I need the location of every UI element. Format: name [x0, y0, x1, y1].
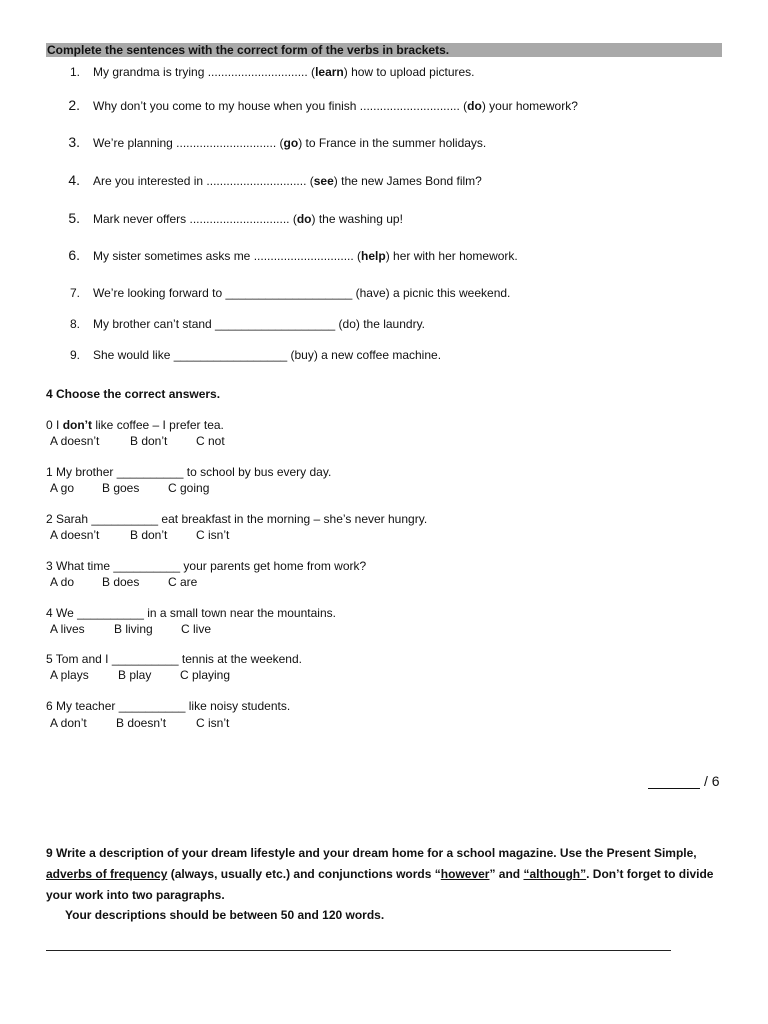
sentence-6: My sister sometimes asks me .............................. (help) her with her homework. [93, 249, 518, 263]
option-b: B living [114, 622, 153, 636]
example-question: 0 I don’t like coffee – I prefer tea. [46, 418, 224, 432]
option-b: B goes [102, 481, 140, 495]
option-a: A doesn’t [50, 434, 100, 448]
item-number: 4. [68, 172, 80, 188]
question-4: 4 We __________ in a small town near the mountains. [46, 606, 336, 620]
option-b: B doesn’t [116, 716, 167, 730]
option-c: C playing [180, 668, 231, 682]
item-number: 3. [68, 134, 80, 150]
item-number: 7. [69, 286, 80, 300]
option-a: A go [50, 481, 75, 495]
option-a: A don’t [50, 716, 87, 730]
sentence-1: My grandma is trying .............................. (learn) how to upload pictures. [93, 65, 475, 79]
sentence-4: Are you interested in .............................. (see) the new James Bond film? [93, 174, 482, 188]
sentence-3: We’re planning .............................. (go) to France in the summer holidays. [93, 136, 487, 150]
question-5-options [50, 668, 230, 682]
item-number: 8. [69, 317, 80, 331]
option-a: A doesn’t [50, 528, 100, 542]
option-b: B don’t [130, 434, 168, 448]
exercise4-title: 4 Choose the correct answers. [46, 387, 221, 401]
item-number: 2. [68, 97, 80, 113]
option-c: C live [181, 622, 212, 636]
sentence-2: Why don’t you come to my house when you finish .............................. (do) your homework? [93, 99, 578, 113]
question-3: 3 What time __________ your parents get home from work? [46, 559, 367, 573]
exercise1-instruction: Complete the sentences with the correct form of the verbs in brackets. [47, 43, 450, 57]
option-c: C isn’t [196, 528, 230, 542]
question-2: 2 Sarah __________ eat breakfast in the morning – she’s never hungry. [46, 512, 428, 526]
option-a: A lives [50, 622, 85, 636]
question-6-options [50, 716, 229, 730]
score-blank[interactable] [648, 776, 700, 789]
option-c: C going [168, 481, 210, 495]
word-limit-note: Your descriptions should be between 50 and 120 words. [65, 908, 385, 922]
option-b: B don’t [130, 528, 168, 542]
example-options [50, 434, 225, 448]
item-number: 5. [68, 210, 80, 226]
question-6: 6 My teacher __________ like noisy students. [46, 699, 291, 713]
question-1-options [50, 481, 209, 495]
sentence-7: We’re looking forward to ___________________ (have) a picnic this weekend. [93, 286, 511, 300]
question-1: 1 My brother __________ to school by bus every day. [46, 465, 332, 479]
option-a: A plays [50, 668, 89, 682]
option-c: C are [168, 575, 198, 589]
sentence-5: Mark never offers .............................. (do) the washing up! [93, 212, 403, 226]
option-a: A do [50, 575, 75, 589]
option-c: C isn’t [196, 716, 230, 730]
item-number: 1. [69, 65, 80, 79]
option-b: B does [102, 575, 140, 589]
option-b: B play [118, 668, 152, 682]
question-4-options [50, 622, 211, 636]
option-c: C not [196, 434, 225, 448]
question-5: 5 Tom and I __________ tennis at the weekend. [46, 652, 302, 666]
sentence-9: She would like _________________ (buy) a new coffee machine. [93, 348, 442, 362]
item-number: 9. [69, 348, 80, 362]
item-number: 6. [68, 247, 80, 263]
question-2-options [50, 528, 229, 542]
score-total: / 6 [704, 773, 720, 789]
writing-line[interactable] [46, 950, 671, 951]
question-3-options [50, 575, 197, 589]
sentence-8: My brother can’t stand __________________ (do) the laundry. [93, 317, 426, 331]
exercise9-instruction: 9 Write a description of your dream lifestyle and your dream home for a school magazine. Use the Present Simple, adverbs of frequency (always, usually etc.) and conjunctions words “however” and “although”. Don’t forget to divide your work into two paragraphs. [46, 846, 714, 902]
score-field [648, 773, 720, 789]
